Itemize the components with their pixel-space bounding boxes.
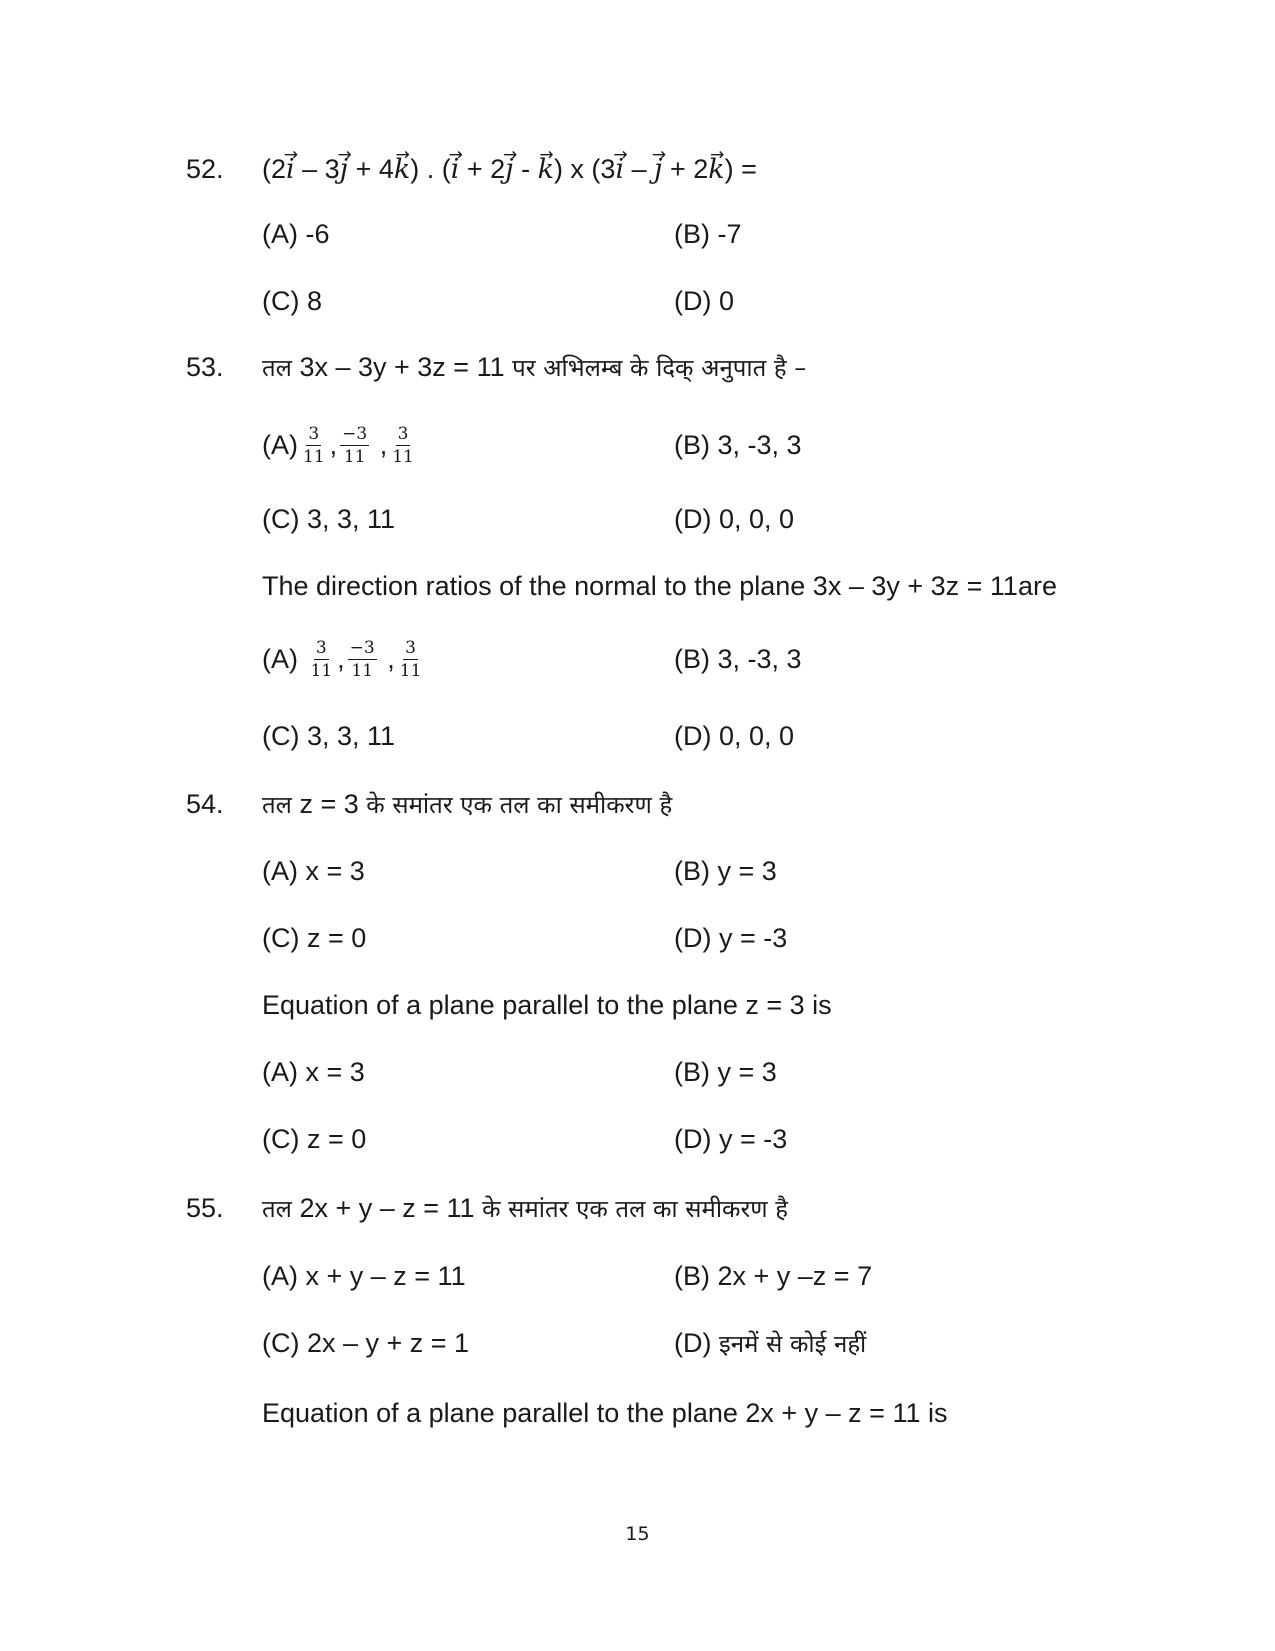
option-b: (B) 3, -3, 3 — [674, 644, 802, 674]
option-b: (B) y = 3 — [674, 1057, 777, 1087]
option-d: (D) 0, 0, 0 — [674, 504, 795, 534]
question-text-hindi: तल 2x + y – z = 11 के समांतर एक तल का समीकरण है — [262, 1193, 789, 1223]
option-a: (A) x = 3 — [262, 856, 365, 886]
question-text-hindi: तल 3x – 3y + 3z = 11 पर अभिलम्ब के दिक् अनुपात है – — [262, 352, 807, 382]
fraction: $\frac{-3}{11}$ — [349, 637, 375, 681]
fraction: $\frac{3}{11}$ — [399, 637, 422, 681]
unit-vector-k: k → — [708, 154, 724, 186]
option-b: (B) y = 3 — [674, 856, 777, 886]
question-number: 52. — [186, 154, 224, 184]
question-number: 55. — [186, 1193, 224, 1223]
option-c: (C) z = 0 — [262, 1124, 367, 1154]
fraction: $\frac{-3}{11}$ — [342, 423, 368, 467]
unit-vector-i: i → — [286, 154, 295, 186]
question-text-english: Equation of a plane parallel to the plane z = 3 is — [262, 990, 832, 1020]
option-d: (D) इनमें से कोई नहीं — [674, 1328, 867, 1358]
question-number: 53. — [186, 352, 224, 382]
unit-vector-k: k → — [538, 154, 554, 186]
unit-vector-i: i → — [451, 154, 460, 186]
option-d: (D) y = -3 — [674, 1124, 788, 1154]
question-number: 54. — [186, 789, 224, 819]
unit-vector-j: j → — [340, 154, 348, 186]
question-text-hindi: तल z = 3 के समांतर एक तल का समीकरण है — [262, 789, 673, 819]
option-a: (A) $\frac{3}{11}$ , $\frac{-3}{11}$ , $\frac{3}{11}$ — [262, 637, 422, 681]
question-text: (2i → – 3j → + 4k →) . (i → + 2j → - k →) x (3i → – j → + 2k →) = — [262, 153, 757, 186]
option-c: (C) 8 — [262, 286, 322, 316]
option-c: (C) 2x – y + z = 1 — [262, 1328, 470, 1358]
option-a: (A) $\frac{3}{11}$ , $\frac{-3}{11}$ , $\frac{3}{11}$ — [262, 423, 414, 467]
fraction: $\frac{3}{11}$ — [310, 637, 333, 681]
unit-vector-j: j → — [505, 154, 513, 186]
option-b: (B) 2x + y –z = 7 — [674, 1261, 873, 1291]
option-d: (D) y = -3 — [674, 923, 788, 953]
unit-vector-i: i → — [615, 154, 624, 186]
option-c: (C) 3, 3, 11 — [262, 721, 396, 751]
option-b: (B) -7 — [674, 219, 742, 249]
unit-vector-k: k → — [394, 154, 410, 186]
option-a: (A) x + y – z = 11 — [262, 1261, 466, 1291]
option-b: (B) 3, -3, 3 — [674, 430, 802, 460]
unit-vector-j: j → — [654, 154, 662, 186]
fraction: $\frac{3}{11}$ — [303, 423, 325, 467]
question-text-english: The direction ratios of the normal to the plane 3x – 3y + 3z = 11are — [262, 571, 1057, 601]
option-c: (C) z = 0 — [262, 923, 367, 953]
option-a: (A) x = 3 — [262, 1057, 365, 1087]
option-c: (C) 3, 3, 11 — [262, 504, 396, 534]
question-text-english: Equation of a plane parallel to the plane 2x + y – z = 11 is — [262, 1398, 948, 1428]
option-a: (A) -6 — [262, 219, 330, 249]
page-number: 15 — [625, 1523, 650, 1545]
option-d: (D) 0 — [674, 286, 734, 316]
option-d: (D) 0, 0, 0 — [674, 721, 795, 751]
fraction: $\frac{3}{11}$ — [392, 423, 414, 467]
